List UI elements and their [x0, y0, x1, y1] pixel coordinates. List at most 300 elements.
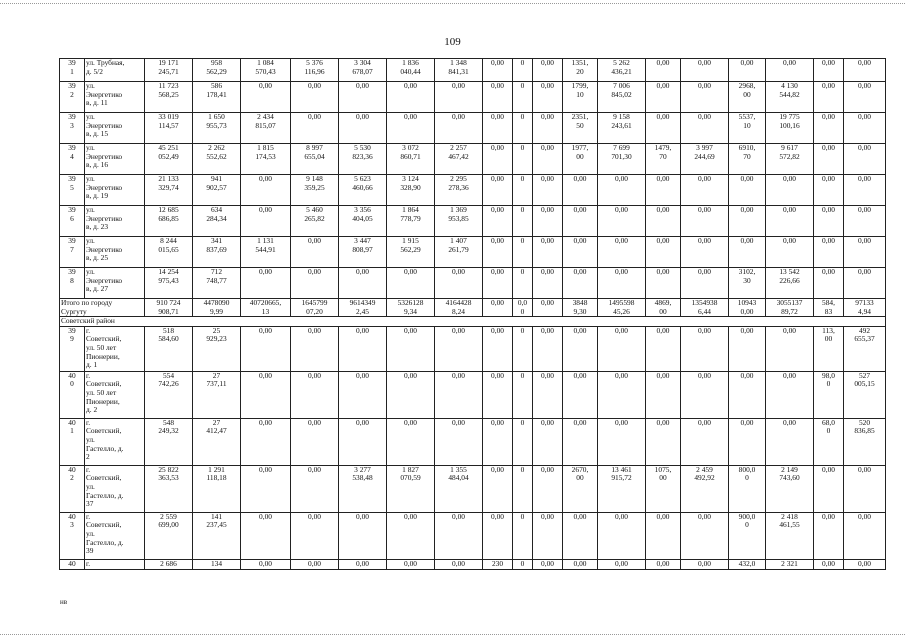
value-cell: 4 130 544,82 [766, 82, 814, 113]
value-cell: 0,00 [729, 326, 766, 371]
value-cell: 0,00 [844, 512, 886, 559]
row-number: 39 6 [60, 206, 85, 237]
total-cell: 5326128 9,34 [387, 299, 435, 317]
value-cell: 2351, 50 [563, 113, 598, 144]
table-row [60, 206, 886, 237]
value-cell: 0,00 [435, 418, 483, 465]
value-cell: 0 [513, 418, 533, 465]
table-row [60, 326, 886, 371]
value-cell: 0,00 [766, 206, 814, 237]
value-cell: 0,00 [598, 175, 646, 206]
value-cell: 0,00 [814, 175, 844, 206]
value-cell: 0,00 [814, 59, 844, 82]
value-cell: 1351, 20 [563, 59, 598, 82]
value-cell: 0,00 [533, 175, 563, 206]
value-cell: 0,00 [766, 371, 814, 418]
value-cell: 0,00 [291, 268, 339, 299]
scan-edge-top [0, 3, 905, 5]
value-cell: 68,0 0 [814, 418, 844, 465]
table-row [60, 237, 886, 268]
value-cell: 0,00 [241, 82, 291, 113]
value-cell: 0,00 [241, 268, 291, 299]
value-cell: 27 737,11 [193, 371, 241, 418]
address-cell: ул. Энергетико в, д. 23 [85, 206, 145, 237]
value-cell: 0,00 [241, 512, 291, 559]
value-cell: 3 072 860,71 [387, 144, 435, 175]
value-cell: 0,00 [681, 371, 729, 418]
value-cell: 634 284,34 [193, 206, 241, 237]
value-cell: 0,00 [563, 237, 598, 268]
value-cell: 1 650 955,73 [193, 113, 241, 144]
total-cell: 97133 4,94 [844, 299, 886, 317]
total-cell: 3055137 89,72 [766, 299, 814, 317]
value-cell: 800,0 0 [729, 465, 766, 512]
address-cell: г. [85, 559, 145, 569]
value-cell: 0,00 [646, 175, 681, 206]
value-cell: 0,00 [387, 559, 435, 569]
value-cell: 25 822 363,53 [145, 465, 193, 512]
table-row [60, 59, 886, 82]
value-cell: 98,0 0 [814, 371, 844, 418]
total-cell: 584, 83 [814, 299, 844, 317]
value-cell: 0 [513, 113, 533, 144]
value-cell: 0,00 [646, 113, 681, 144]
value-cell: 0,00 [681, 59, 729, 82]
value-cell: 21 133 329,74 [145, 175, 193, 206]
value-cell: 0,00 [533, 465, 563, 512]
row-number: 39 5 [60, 175, 85, 206]
value-cell: 0,00 [681, 206, 729, 237]
value-cell: 0 [513, 237, 533, 268]
table-row [60, 175, 886, 206]
value-cell: 2 459 492,92 [681, 465, 729, 512]
row-number: 40 1 [60, 418, 85, 465]
value-cell: 0,00 [563, 512, 598, 559]
budget-table-container [59, 58, 875, 570]
value-cell: 0,00 [387, 512, 435, 559]
value-cell: 0,00 [291, 326, 339, 371]
total-cell: 10943 0,00 [729, 299, 766, 317]
value-cell: 0,00 [844, 559, 886, 569]
value-cell: 0,00 [681, 326, 729, 371]
value-cell: 0,00 [483, 326, 513, 371]
value-cell: 0 [513, 465, 533, 512]
value-cell: 2 149 743,60 [766, 465, 814, 512]
value-cell: 0,00 [729, 175, 766, 206]
row-number: 39 1 [60, 59, 85, 82]
value-cell: 0,00 [533, 206, 563, 237]
value-cell: 0,00 [844, 113, 886, 144]
value-cell: 0,00 [766, 175, 814, 206]
value-cell: 0,00 [814, 113, 844, 144]
table-row [60, 465, 886, 512]
table-row [60, 371, 886, 418]
value-cell: 0,00 [598, 326, 646, 371]
value-cell: 0 [513, 559, 533, 569]
value-cell: 33 019 114,57 [145, 113, 193, 144]
value-cell: 0,00 [844, 206, 886, 237]
total-cell: 1354938 6,44 [681, 299, 729, 317]
value-cell: 0,00 [483, 465, 513, 512]
value-cell: 0,00 [483, 175, 513, 206]
value-cell: 0,00 [533, 59, 563, 82]
value-cell: 0,00 [533, 326, 563, 371]
value-cell: 0 [513, 268, 533, 299]
value-cell: 0,00 [729, 418, 766, 465]
value-cell: 0,00 [435, 371, 483, 418]
value-cell: 0,00 [563, 268, 598, 299]
value-cell: 0,00 [533, 559, 563, 569]
value-cell: 0,00 [598, 512, 646, 559]
value-cell: 554 742,26 [145, 371, 193, 418]
value-cell: 0,00 [681, 237, 729, 268]
table-row [60, 113, 886, 144]
value-cell: 2 262 552,62 [193, 144, 241, 175]
address-cell: ул. Энергетико в, д. 11 [85, 82, 145, 113]
address-cell: ул. Энергетико в, д. 27 [85, 268, 145, 299]
value-cell: 13 542 226,66 [766, 268, 814, 299]
address-cell: ул. Энергетико в, д. 25 [85, 237, 145, 268]
value-cell: 1 864 778,79 [387, 206, 435, 237]
value-cell: 586 178,41 [193, 82, 241, 113]
value-cell: 5 530 823,36 [339, 144, 387, 175]
value-cell: 0,00 [435, 268, 483, 299]
value-cell: 0,00 [533, 268, 563, 299]
value-cell: 0,00 [483, 113, 513, 144]
value-cell: 1977, 00 [563, 144, 598, 175]
value-cell: 0,00 [435, 512, 483, 559]
value-cell: 0,00 [339, 268, 387, 299]
value-cell: 0,00 [241, 206, 291, 237]
value-cell: 0,00 [241, 418, 291, 465]
value-cell: 0,00 [563, 371, 598, 418]
value-cell: 0,00 [533, 371, 563, 418]
value-cell: 0,00 [339, 326, 387, 371]
row-number: 40 3 [60, 512, 85, 559]
value-cell: 0,00 [844, 59, 886, 82]
value-cell: 0,00 [241, 371, 291, 418]
value-cell: 0 [513, 82, 533, 113]
value-cell: 45 251 052,49 [145, 144, 193, 175]
value-cell: 0,00 [681, 82, 729, 113]
section-title: Советский район [60, 317, 886, 327]
value-cell: 0,00 [681, 268, 729, 299]
value-cell: 0,00 [844, 268, 886, 299]
value-cell: 3 277 538,48 [339, 465, 387, 512]
value-cell: 0,00 [766, 237, 814, 268]
total-cell: 1495598 45,26 [598, 299, 646, 317]
value-cell: 341 837,69 [193, 237, 241, 268]
value-cell: 5 262 436,21 [598, 59, 646, 82]
value-cell: 0,00 [483, 418, 513, 465]
value-cell: 0,00 [435, 82, 483, 113]
value-cell: 0,00 [241, 559, 291, 569]
value-cell: 1 836 040,44 [387, 59, 435, 82]
row-number: 40 [60, 559, 85, 569]
value-cell: 0,00 [339, 512, 387, 559]
value-cell: 0,00 [814, 512, 844, 559]
value-cell: 0,00 [681, 113, 729, 144]
value-cell: 0,00 [533, 237, 563, 268]
value-cell: 1075, 00 [646, 465, 681, 512]
value-cell: 0,00 [766, 326, 814, 371]
value-cell: 0,00 [646, 559, 681, 569]
value-cell: 0,00 [533, 113, 563, 144]
total-cell: 9614349 2,45 [339, 299, 387, 317]
value-cell: 0,00 [339, 113, 387, 144]
value-cell: 0,00 [766, 418, 814, 465]
table-row [60, 144, 886, 175]
total-cell: 40720665, 13 [241, 299, 291, 317]
value-cell: 0,00 [814, 206, 844, 237]
value-cell: 0,00 [435, 559, 483, 569]
value-cell: 3 447 808,97 [339, 237, 387, 268]
value-cell: 19 775 100,16 [766, 113, 814, 144]
value-cell: 0,00 [387, 371, 435, 418]
value-cell: 5 460 265,82 [291, 206, 339, 237]
value-cell: 9 148 359,25 [291, 175, 339, 206]
value-cell: 0,00 [598, 371, 646, 418]
value-cell: 0,00 [241, 175, 291, 206]
address-cell: г. Советский, ул. 50 лет Пионерии, д. 1 [85, 326, 145, 371]
value-cell: 0,00 [598, 206, 646, 237]
value-cell: 0,00 [844, 175, 886, 206]
value-cell: 0 [513, 371, 533, 418]
value-cell: 0,00 [291, 82, 339, 113]
value-cell: 0,00 [563, 206, 598, 237]
value-cell: 1 131 544,91 [241, 237, 291, 268]
value-cell: 1 827 070,59 [387, 465, 435, 512]
value-cell: 492 655,37 [844, 326, 886, 371]
value-cell: 0,00 [387, 418, 435, 465]
total-cell: 4869, 00 [646, 299, 681, 317]
value-cell: 0,00 [387, 268, 435, 299]
value-cell: 134 [193, 559, 241, 569]
value-cell: 141 237,45 [193, 512, 241, 559]
value-cell: 0,00 [598, 268, 646, 299]
value-cell: 2 434 815,07 [241, 113, 291, 144]
value-cell: 8 997 655,04 [291, 144, 339, 175]
row-number: 39 4 [60, 144, 85, 175]
value-cell: 1479, 70 [646, 144, 681, 175]
value-cell: 0,00 [646, 371, 681, 418]
table-row [60, 268, 886, 299]
total-cell: 910 724 908,71 [145, 299, 193, 317]
value-cell: 0,00 [291, 237, 339, 268]
value-cell: 0 [513, 59, 533, 82]
total-cell: 0,00 [533, 299, 563, 317]
value-cell: 0,00 [729, 237, 766, 268]
value-cell: 0,00 [646, 418, 681, 465]
value-cell: 230 [483, 559, 513, 569]
value-cell: 0,00 [533, 82, 563, 113]
value-cell: 2670, 00 [563, 465, 598, 512]
value-cell: 0,00 [483, 144, 513, 175]
value-cell: 11 723 568,25 [145, 82, 193, 113]
value-cell: 2968, 00 [729, 82, 766, 113]
value-cell: 0,00 [291, 113, 339, 144]
value-cell: 7 006 845,02 [598, 82, 646, 113]
value-cell: 0,00 [598, 418, 646, 465]
value-cell: 0,00 [533, 418, 563, 465]
table-row [60, 82, 886, 113]
value-cell: 0,00 [563, 326, 598, 371]
value-cell: 0,00 [598, 237, 646, 268]
total-cell: 0,00 [483, 299, 513, 317]
value-cell: 0,00 [483, 268, 513, 299]
value-cell: 518 584,60 [145, 326, 193, 371]
value-cell: 0,00 [646, 82, 681, 113]
value-cell: 0,00 [766, 59, 814, 82]
section-row [60, 317, 886, 327]
value-cell: 3 356 404,05 [339, 206, 387, 237]
value-cell: 0,00 [814, 268, 844, 299]
value-cell: 2 559 699,00 [145, 512, 193, 559]
total-cell: 4164428 8,24 [435, 299, 483, 317]
total-cell: 0,0 0 [513, 299, 533, 317]
value-cell: 0,00 [646, 268, 681, 299]
value-cell: 0,00 [814, 465, 844, 512]
value-cell: 3102, 30 [729, 268, 766, 299]
value-cell: 0,00 [681, 175, 729, 206]
value-cell: 0,00 [646, 206, 681, 237]
value-cell: 0,00 [563, 418, 598, 465]
value-cell: 0,00 [598, 559, 646, 569]
page-number: 109 [444, 36, 461, 48]
value-cell: 0,00 [291, 371, 339, 418]
value-cell: 19 171 245,71 [145, 59, 193, 82]
value-cell: 0,00 [646, 326, 681, 371]
value-cell: 0 [513, 326, 533, 371]
value-cell: 3 997 244,69 [681, 144, 729, 175]
address-cell: г. Советский, ул. Гастелло, д. 39 [85, 512, 145, 559]
value-cell: 0,00 [339, 418, 387, 465]
value-cell: 0,00 [533, 144, 563, 175]
value-cell: 712 748,77 [193, 268, 241, 299]
value-cell: 1 348 841,31 [435, 59, 483, 82]
value-cell: 0,00 [681, 418, 729, 465]
address-cell: г. Советский, ул. Гастелло, д. 37 [85, 465, 145, 512]
value-cell: 13 461 915,72 [598, 465, 646, 512]
value-cell: 432,0 [729, 559, 766, 569]
value-cell: 520 836,85 [844, 418, 886, 465]
value-cell: 0,00 [844, 82, 886, 113]
value-cell: 0 [513, 206, 533, 237]
row-number: 39 3 [60, 113, 85, 144]
value-cell: 1 407 261,79 [435, 237, 483, 268]
value-cell: 0,00 [533, 512, 563, 559]
value-cell: 0,00 [844, 465, 886, 512]
value-cell: 3 124 328,90 [387, 175, 435, 206]
value-cell: 0,00 [291, 512, 339, 559]
value-cell: 25 929,23 [193, 326, 241, 371]
value-cell: 27 412,47 [193, 418, 241, 465]
value-cell: 0,00 [729, 59, 766, 82]
address-cell: ул. Энергетико в, д. 19 [85, 175, 145, 206]
table-row [60, 418, 886, 465]
total-cell: 4478090 9,99 [193, 299, 241, 317]
row-number: 39 2 [60, 82, 85, 113]
address-cell: ул. Энергетико в, д. 16 [85, 144, 145, 175]
value-cell: 958 562,29 [193, 59, 241, 82]
address-cell: г. Советский, ул. Гастелло, д. 2 [85, 418, 145, 465]
scan-edge-bottom [0, 634, 905, 636]
value-cell: 0,00 [483, 206, 513, 237]
value-cell: 0,00 [814, 237, 844, 268]
housing-repair-table [59, 58, 886, 570]
value-cell: 0,00 [387, 82, 435, 113]
value-cell: 0,00 [563, 559, 598, 569]
value-cell: 2 295 278,36 [435, 175, 483, 206]
total-label: Итого по городу Сургуту [60, 299, 145, 317]
value-cell: 0,00 [291, 418, 339, 465]
row-number: 39 8 [60, 268, 85, 299]
address-cell: г. Советский, ул. 50 лет Пионерии, д. 2 [85, 371, 145, 418]
value-cell: 12 685 686,85 [145, 206, 193, 237]
value-cell: 0,00 [435, 113, 483, 144]
value-cell: 527 005,15 [844, 371, 886, 418]
value-cell: 7 699 701,30 [598, 144, 646, 175]
value-cell: 0 [513, 512, 533, 559]
value-cell: 0,00 [339, 82, 387, 113]
value-cell: 1 815 174,53 [241, 144, 291, 175]
value-cell: 0,00 [814, 82, 844, 113]
value-cell: 0,00 [563, 175, 598, 206]
total-cell: 3848 9,30 [563, 299, 598, 317]
value-cell: 0,00 [387, 113, 435, 144]
value-cell: 0,00 [814, 144, 844, 175]
value-cell: 0,00 [291, 465, 339, 512]
value-cell: 0,00 [844, 144, 886, 175]
value-cell: 6910, 70 [729, 144, 766, 175]
value-cell: 941 902,57 [193, 175, 241, 206]
value-cell: 5 376 116,96 [291, 59, 339, 82]
value-cell: 0,00 [241, 326, 291, 371]
value-cell: 0 [513, 144, 533, 175]
value-cell: 0 [513, 175, 533, 206]
value-cell: 0,00 [646, 512, 681, 559]
value-cell: 0,00 [844, 237, 886, 268]
value-cell: 2 418 461,55 [766, 512, 814, 559]
value-cell: 1 369 953,85 [435, 206, 483, 237]
value-cell: 8 244 015,65 [145, 237, 193, 268]
row-number: 39 7 [60, 237, 85, 268]
value-cell: 0,00 [681, 512, 729, 559]
value-cell: 0,00 [814, 559, 844, 569]
value-cell: 0,00 [646, 237, 681, 268]
value-cell: 0,00 [646, 59, 681, 82]
value-cell: 0,00 [291, 559, 339, 569]
value-cell: 0,00 [339, 559, 387, 569]
value-cell: 1 084 570,43 [241, 59, 291, 82]
value-cell: 1 915 562,29 [387, 237, 435, 268]
value-cell: 0,00 [483, 82, 513, 113]
row-number: 40 0 [60, 371, 85, 418]
value-cell: 1799, 10 [563, 82, 598, 113]
value-cell: 3 304 678,07 [339, 59, 387, 82]
value-cell: 2 686 [145, 559, 193, 569]
address-cell: ул. Трубная, д. 5/2 [85, 59, 145, 82]
value-cell: 0,00 [483, 237, 513, 268]
value-cell: 5 623 460,66 [339, 175, 387, 206]
value-cell: 0,00 [435, 326, 483, 371]
address-cell: ул. Энергетико в, д. 15 [85, 113, 145, 144]
value-cell: 0,00 [387, 326, 435, 371]
table-row [60, 559, 886, 569]
value-cell: 548 249,32 [145, 418, 193, 465]
value-cell: 0,00 [483, 512, 513, 559]
table-row [60, 512, 886, 559]
